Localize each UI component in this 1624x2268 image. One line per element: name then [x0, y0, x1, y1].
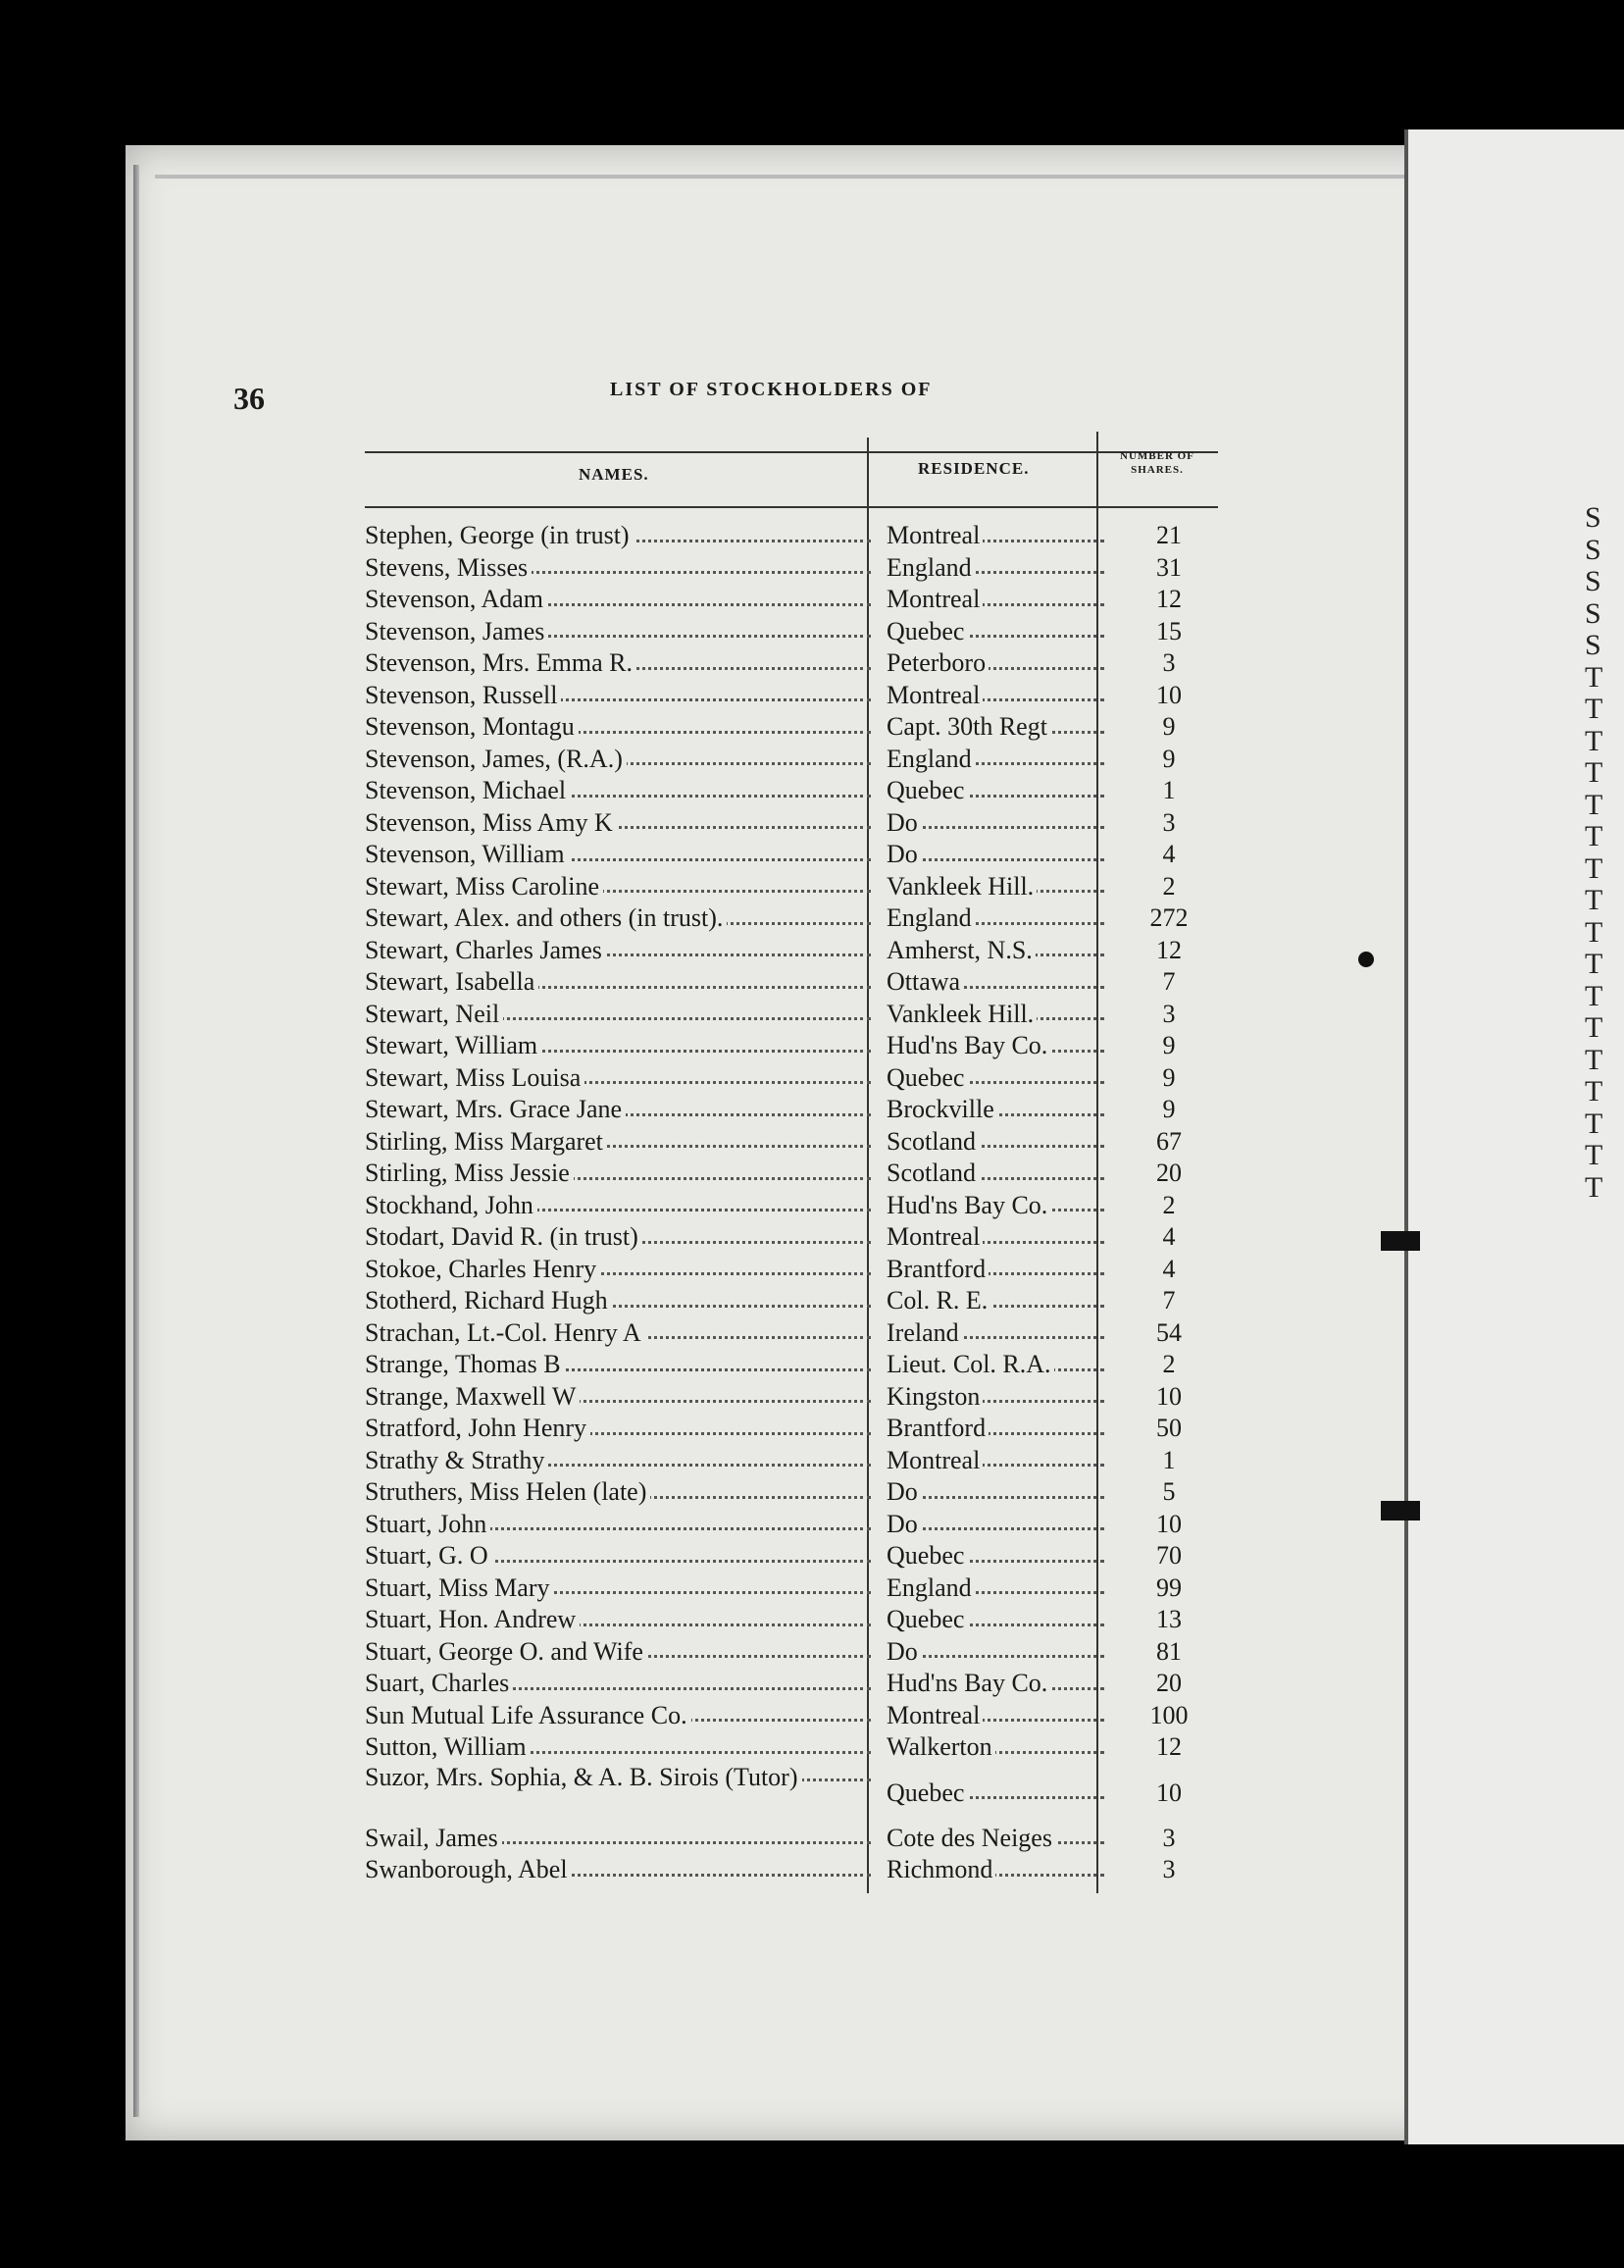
table-row [365, 616, 1218, 648]
stockholder-shares: 3 [1162, 648, 1176, 677]
table-row [365, 1094, 1218, 1126]
stockholder-residence: Quebec [887, 1540, 1112, 1572]
stockholder-shares: 3 [1162, 1855, 1176, 1883]
stockholder-shares: 9 [1162, 712, 1176, 741]
residence-column-header: RESIDENCE. [918, 459, 1030, 478]
stockholder-name: Stewart, Charles James [365, 935, 877, 967]
stockholder-name: Stewart, Mrs. Grace Jane [365, 1094, 877, 1126]
stockholder-shares: 12 [1156, 585, 1182, 613]
table-row [365, 1285, 1218, 1317]
stockholder-residence: Peterboro [887, 647, 1112, 680]
table-row [365, 1636, 1218, 1669]
stockholder-shares: 7 [1162, 967, 1176, 996]
stockholder-residence: Do [887, 1636, 1112, 1669]
stockholder-shares: 100 [1149, 1700, 1189, 1729]
stockholder-name: Stevenson, Miss Amy K [365, 807, 877, 840]
stockholder-shares: 4 [1162, 1222, 1176, 1251]
stockholder-shares: 1 [1162, 776, 1176, 804]
stockholder-residence: Walkerton [887, 1731, 1112, 1764]
stockholder-residence: Lieut. Col. R.A. [887, 1349, 1112, 1381]
stockholder-name: Stuart, G. O [365, 1540, 877, 1572]
stockholder-residence: England [887, 552, 1112, 585]
stockholder-shares: 20 [1156, 1669, 1182, 1697]
stockholder-name: Stuart, Hon. Andrew [365, 1604, 877, 1636]
table-row [365, 1190, 1218, 1222]
table-row [365, 1823, 1218, 1855]
stockholder-residence: England [887, 902, 1112, 935]
shares-header-line1: NUMBER OF [1120, 450, 1194, 462]
table-row [365, 647, 1218, 680]
stockholder-shares: 9 [1162, 1095, 1176, 1123]
table-row [365, 744, 1218, 776]
table-row [365, 999, 1218, 1031]
stockholder-residence: Quebec [887, 1062, 1112, 1095]
stockholder-name: Stewart, William [365, 1030, 877, 1062]
stockholder-name: Strange, Thomas B [365, 1349, 877, 1381]
stockholder-residence: Ottawa [887, 966, 1112, 999]
stockholder-name: Struthers, Miss Helen (late) [365, 1476, 877, 1509]
table-row [365, 1700, 1218, 1732]
stockholder-residence: Brantford [887, 1413, 1112, 1445]
stockholder-name: Stevens, Misses [365, 552, 877, 585]
table-row [365, 1349, 1218, 1381]
facing-page-letter: S [1585, 534, 1601, 566]
stockholder-residence: Hud'ns Bay Co. [887, 1030, 1112, 1062]
stockholder-name: Stuart, George O. and Wife [365, 1636, 877, 1669]
stockholder-residence: Scotland [887, 1158, 1112, 1190]
stockholder-residence: Quebec [887, 1604, 1112, 1636]
stockholder-shares: 2 [1162, 871, 1176, 901]
stockholder-shares: 2 [1162, 1190, 1176, 1219]
stockholder-name: Sun Mutual Life Assurance Co. [365, 1700, 877, 1732]
stockholder-name: Stewart, Alex. and others (in trust). [365, 902, 877, 935]
facing-page-letter: T [1585, 789, 1603, 821]
table-row [365, 1731, 1218, 1764]
stockholder-residence: England [887, 744, 1112, 776]
stockholder-name: Stuart, Miss Mary [365, 1572, 877, 1605]
stockholder-name: Stuart, John [365, 1509, 877, 1541]
facing-page-letter: T [1585, 821, 1603, 852]
stockholder-name: Strachan, Lt.-Col. Henry A [365, 1317, 877, 1350]
stockholder-residence: Richmond [887, 1854, 1112, 1886]
stockholder-shares: 81 [1156, 1636, 1182, 1666]
stockholder-residence: Montreal [887, 1445, 1112, 1477]
stockholder-shares: 70 [1156, 1541, 1182, 1570]
stockholder-name: Stevenson, Russell [365, 680, 877, 712]
facing-page-letter: S [1585, 630, 1601, 661]
stockholder-name: Stockhand, John [365, 1190, 877, 1222]
stockholder-name: Stewart, Miss Louisa [365, 1062, 877, 1095]
facing-page-letter: S [1585, 502, 1601, 534]
table-row [365, 775, 1218, 807]
stockholder-shares: 2 [1162, 1350, 1176, 1378]
names-column-header: NAMES. [579, 465, 649, 484]
table-row [365, 1604, 1218, 1636]
stockholder-name: Strange, Maxwell W [365, 1381, 877, 1414]
stockholder-name: Stewart, Miss Caroline [365, 871, 877, 903]
facing-page-letter: T [1585, 1076, 1603, 1108]
stockholder-shares: 9 [1162, 1031, 1176, 1059]
stockholder-name: Swanborough, Abel [365, 1854, 877, 1886]
facing-page-letter: T [1585, 1108, 1603, 1140]
page-number: 36 [233, 381, 265, 416]
ink-blot [1381, 1231, 1420, 1251]
stockholder-name: Stevenson, Mrs. Emma R. [365, 647, 877, 680]
stockholder-shares: 12 [1156, 1732, 1182, 1761]
stockholder-shares: 3 [1162, 1823, 1176, 1852]
stockholder-shares: 4 [1162, 1254, 1176, 1283]
stockholder-residence: England [887, 1572, 1112, 1605]
facing-page-letter: T [1585, 980, 1603, 1012]
stockholder-name: Stratford, John Henry [365, 1413, 877, 1445]
stockholder-residence: Vankleek Hill. [887, 999, 1112, 1031]
facing-page-letter: T [1585, 1140, 1603, 1171]
stockholder-shares: 10 [1156, 680, 1182, 709]
facing-page-letter: T [1585, 852, 1603, 885]
table-row [365, 966, 1218, 999]
stockholder-shares: 1 [1162, 1445, 1176, 1474]
table-row [365, 1572, 1218, 1605]
facing-page-letter: T [1585, 1044, 1603, 1076]
stockholder-shares: 9 [1162, 744, 1176, 773]
stockholder-table [365, 520, 1218, 1886]
table-header-rule [365, 506, 1218, 508]
stockholder-shares: 67 [1156, 1126, 1182, 1156]
facing-page-letter: S [1585, 566, 1601, 597]
stockholder-name: Stevenson, William [365, 839, 877, 871]
stockholder-residence: Brantford [887, 1254, 1112, 1286]
stockholder-name: Stevenson, Michael [365, 775, 877, 807]
facing-page-letter: T [1585, 694, 1603, 725]
stockholder-residence: Vankleek Hill. [887, 871, 1112, 903]
facing-page-letter: T [1585, 1012, 1603, 1044]
facing-page [1404, 129, 1624, 2144]
table-row [365, 520, 1218, 552]
stockholder-residence: Ireland [887, 1317, 1112, 1350]
table-row [365, 935, 1218, 967]
stockholder-name: Suart, Charles [365, 1668, 877, 1700]
table-row [365, 584, 1218, 616]
stockholder-residence: Montreal [887, 1221, 1112, 1254]
stockholder-shares: 9 [1162, 1062, 1176, 1092]
table-row [365, 1221, 1218, 1254]
stockholder-name: Swail, James [365, 1823, 877, 1855]
table-row [365, 1540, 1218, 1572]
ink-blot [1358, 952, 1374, 967]
stockholder-shares: 99 [1156, 1572, 1182, 1602]
stockholder-name: Suzor, Mrs. Sophia, & A. B. Sirois (Tutor) [365, 1764, 877, 1791]
facing-page-letter: T [1585, 757, 1603, 789]
facing-page-letter: T [1585, 1171, 1603, 1204]
stockholder-residence: Do [887, 839, 1112, 871]
stockholder-name: Stevenson, James [365, 616, 877, 648]
stockholder-residence: Scotland [887, 1126, 1112, 1159]
stockholder-residence: Capt. 30th Regt [887, 711, 1112, 744]
stockholder-residence: Quebec [887, 775, 1112, 807]
stockholder-shares: 50 [1156, 1414, 1182, 1442]
stockholder-name: Stodart, David R. (in trust) [365, 1221, 877, 1254]
stockholder-residence: Amherst, N.S. [887, 935, 1112, 967]
facing-page-letter: T [1585, 661, 1603, 694]
stockholder-residence: Cote des Neiges [887, 1823, 1112, 1855]
stockholder-name: Stevenson, James, (R.A.) [365, 744, 877, 776]
stockholder-residence: Quebec [887, 616, 1112, 648]
stockholder-name: Stirling, Miss Jessie [365, 1158, 877, 1190]
stockholder-shares: 12 [1156, 935, 1182, 964]
stockholder-shares: 54 [1156, 1317, 1182, 1347]
table-row [365, 680, 1218, 712]
stockholder-shares: 272 [1149, 903, 1189, 932]
ink-blot [1381, 1501, 1420, 1521]
table-top-rule [365, 451, 1218, 453]
stockholder-residence: Do [887, 807, 1112, 840]
stockholder-residence: Montreal [887, 1700, 1112, 1732]
stockholder-residence: Montreal [887, 680, 1112, 712]
table-row [365, 1317, 1218, 1350]
stockholder-name: Stewart, Neil [365, 999, 877, 1031]
table-row [365, 1668, 1218, 1700]
shares-header-line2: SHARES. [1131, 464, 1184, 476]
shares-column-header [1098, 449, 1216, 477]
stockholder-residence: Brockville [887, 1094, 1112, 1126]
stockholder-residence: Montreal [887, 520, 1112, 552]
table-row [365, 1445, 1218, 1477]
stockholder-shares: 10 [1156, 1778, 1182, 1807]
facing-page-letter: T [1585, 949, 1603, 980]
facing-page-letter: S [1585, 597, 1601, 630]
table-row [365, 871, 1218, 903]
stockholder-residence: Quebec [887, 1778, 1112, 1810]
stockholder-name: Stokoe, Charles Henry [365, 1254, 877, 1286]
stockholder-shares: 3 [1162, 807, 1176, 837]
table-row [365, 1126, 1218, 1159]
stockholder-residence: Do [887, 1509, 1112, 1541]
stockholder-shares: 4 [1162, 840, 1176, 868]
table-row [365, 839, 1218, 871]
facing-page-letters [1585, 502, 1624, 1204]
stockholder-residence: Col. R. E. [887, 1285, 1112, 1317]
table-row [365, 1509, 1218, 1541]
stockholder-shares: 20 [1156, 1159, 1182, 1187]
table-row [365, 1854, 1218, 1886]
stockholder-name: Stirling, Miss Margaret [365, 1126, 877, 1159]
table-row [365, 552, 1218, 585]
table-row [365, 1476, 1218, 1509]
stockholder-shares: 5 [1162, 1477, 1176, 1506]
stockholder-name: Stewart, Isabella [365, 966, 877, 999]
stockholder-name: Stotherd, Richard Hugh [365, 1285, 877, 1317]
table-row [365, 807, 1218, 840]
table-row [365, 1413, 1218, 1445]
table-row [365, 711, 1218, 744]
stockholder-shares: 10 [1156, 1509, 1182, 1538]
stockholder-name: Strathy & Strathy [365, 1445, 877, 1477]
table-row [365, 1062, 1218, 1095]
table-row [365, 902, 1218, 935]
stockholder-shares: 15 [1156, 616, 1182, 645]
table-row [365, 1764, 1218, 1823]
facing-page-letter: T [1585, 725, 1603, 757]
stockholder-shares: 21 [1156, 521, 1182, 549]
stockholder-name: Stephen, George (in trust) [365, 520, 877, 552]
table-row [365, 1381, 1218, 1414]
stockholder-shares: 3 [1162, 999, 1176, 1028]
stockholder-residence: Kingston [887, 1381, 1112, 1414]
page-title: LIST OF STOCKHOLDERS OF [610, 379, 933, 400]
table-row [365, 1158, 1218, 1190]
table-row [365, 1254, 1218, 1286]
stockholder-residence: Hud'ns Bay Co. [887, 1190, 1112, 1222]
stockholder-shares: 10 [1156, 1381, 1182, 1411]
facing-page-letter: T [1585, 916, 1603, 949]
stockholder-shares: 13 [1156, 1605, 1182, 1633]
stockholder-name: Stevenson, Adam [365, 584, 877, 616]
table-row [365, 1030, 1218, 1062]
stockholder-residence: Montreal [887, 584, 1112, 616]
stockholder-residence: Hud'ns Bay Co. [887, 1668, 1112, 1700]
stockholder-name: Stevenson, Montagu [365, 711, 877, 744]
stockholder-shares: 7 [1162, 1286, 1176, 1314]
stockholder-shares: 31 [1156, 552, 1182, 582]
stockholder-residence: Do [887, 1476, 1112, 1509]
stockholder-name: Sutton, William [365, 1731, 877, 1764]
facing-page-letter: T [1585, 885, 1603, 916]
